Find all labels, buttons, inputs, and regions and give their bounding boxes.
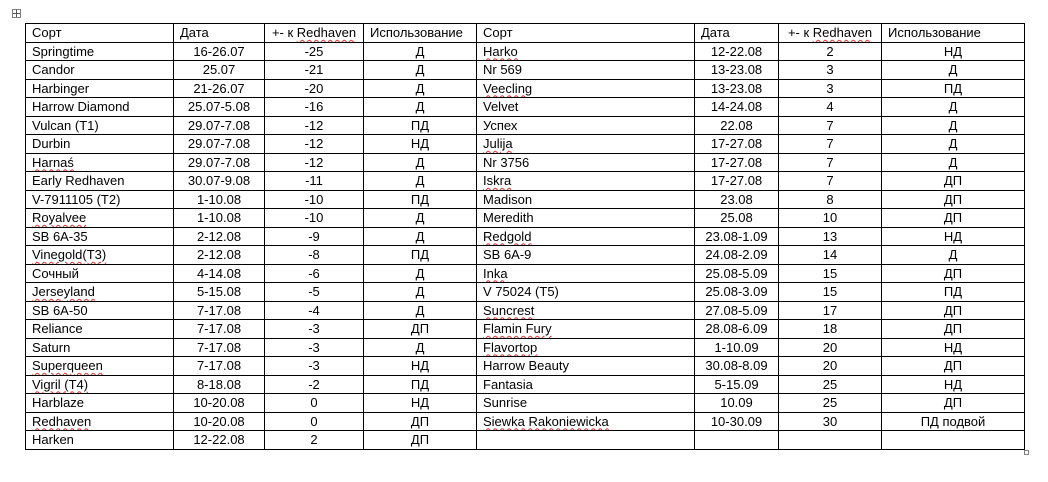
table-row bbox=[26, 42, 1025, 61]
ripening-date: 13-23.08 bbox=[695, 79, 779, 98]
variety-name: Madison bbox=[477, 190, 695, 209]
header-sort-right: Сорт bbox=[477, 24, 695, 43]
usage: ДП bbox=[364, 431, 477, 450]
table-row bbox=[26, 61, 1025, 80]
usage: ДП bbox=[882, 357, 1025, 376]
header-date-left: Дата bbox=[174, 24, 265, 43]
days-vs-redhaven: 7 bbox=[779, 153, 882, 172]
days-vs-redhaven: -3 bbox=[265, 320, 364, 339]
variety-name: Inka bbox=[477, 264, 695, 283]
ripening-date: 29.07-7.08 bbox=[174, 153, 265, 172]
usage: Д bbox=[364, 301, 477, 320]
variety-name bbox=[477, 431, 695, 450]
days-vs-redhaven: -2 bbox=[265, 375, 364, 394]
usage: ПД подвой bbox=[882, 412, 1025, 431]
usage: Д bbox=[364, 227, 477, 246]
usage: Д bbox=[882, 116, 1025, 135]
variety-name: Harrow Beauty bbox=[477, 357, 695, 376]
usage: ПД bbox=[882, 79, 1025, 98]
days-vs-redhaven: 18 bbox=[779, 320, 882, 339]
days-vs-redhaven: 7 bbox=[779, 172, 882, 191]
usage: ДП bbox=[882, 209, 1025, 228]
table-row bbox=[26, 412, 1025, 431]
usage: Д bbox=[882, 246, 1025, 265]
header-sort-left: Сорт bbox=[26, 24, 174, 43]
ripening-date: 5-15.08 bbox=[174, 283, 265, 302]
ripening-date: 23.08-1.09 bbox=[695, 227, 779, 246]
usage: НД bbox=[882, 338, 1025, 357]
variety-name: Redhaven bbox=[26, 412, 174, 431]
days-vs-redhaven: 0 bbox=[265, 412, 364, 431]
days-vs-redhaven: 3 bbox=[779, 61, 882, 80]
usage: НД bbox=[882, 375, 1025, 394]
variety-name: Harnaś bbox=[26, 153, 174, 172]
ripening-date: 16-26.07 bbox=[174, 42, 265, 61]
ripening-date: 17-27.08 bbox=[695, 153, 779, 172]
variety-name: Sunrise bbox=[477, 394, 695, 413]
days-vs-redhaven: 20 bbox=[779, 357, 882, 376]
ripening-date: 10-20.08 bbox=[174, 412, 265, 431]
table-row bbox=[26, 338, 1025, 357]
table-row bbox=[26, 246, 1025, 265]
variety-name: Superqueen bbox=[26, 357, 174, 376]
variety-name: Royalvee bbox=[26, 209, 174, 228]
table-row bbox=[26, 190, 1025, 209]
usage: Д bbox=[364, 172, 477, 191]
days-vs-redhaven: 15 bbox=[779, 283, 882, 302]
ripening-date: 24.08-2.09 bbox=[695, 246, 779, 265]
usage: Д bbox=[364, 42, 477, 61]
variety-name: Harblaze bbox=[26, 394, 174, 413]
variety-name: Сочный bbox=[26, 264, 174, 283]
days-vs-redhaven: 10 bbox=[779, 209, 882, 228]
days-vs-redhaven: -21 bbox=[265, 61, 364, 80]
table-row bbox=[26, 209, 1025, 228]
ripening-date: 28.08-6.09 bbox=[695, 320, 779, 339]
usage: ПД bbox=[364, 246, 477, 265]
variety-name: Vinegold(T3) bbox=[26, 246, 174, 265]
usage: ДП bbox=[364, 412, 477, 431]
variety-name: Nr 569 bbox=[477, 61, 695, 80]
header-date-right: Дата bbox=[695, 24, 779, 43]
ripening-date: 30.07-9.08 bbox=[174, 172, 265, 191]
table-row bbox=[26, 264, 1025, 283]
ripening-date: 10-30.09 bbox=[695, 412, 779, 431]
table-row bbox=[26, 301, 1025, 320]
ripening-date: 12-22.08 bbox=[174, 431, 265, 450]
ripening-date: 7-17.08 bbox=[174, 338, 265, 357]
days-vs-redhaven: -12 bbox=[265, 153, 364, 172]
table-row bbox=[26, 98, 1025, 117]
variety-name: Jerseyland bbox=[26, 283, 174, 302]
table-row bbox=[26, 153, 1025, 172]
variety-name: Saturn bbox=[26, 338, 174, 357]
days-vs-redhaven: -5 bbox=[265, 283, 364, 302]
variety-name: Julija bbox=[477, 135, 695, 154]
header-diff-right: +- к Redhaven bbox=[779, 24, 882, 43]
ripening-date: 13-23.08 bbox=[695, 61, 779, 80]
variety-name: Iskra bbox=[477, 172, 695, 191]
variety-name: Успех bbox=[477, 116, 695, 135]
variety-name: Velvet bbox=[477, 98, 695, 117]
ripening-date: 29.07-7.08 bbox=[174, 116, 265, 135]
days-vs-redhaven: -16 bbox=[265, 98, 364, 117]
usage: НД bbox=[882, 227, 1025, 246]
days-vs-redhaven: 30 bbox=[779, 412, 882, 431]
days-vs-redhaven: 8 bbox=[779, 190, 882, 209]
days-vs-redhaven: 15 bbox=[779, 264, 882, 283]
usage: НД bbox=[364, 394, 477, 413]
table-row bbox=[26, 394, 1025, 413]
days-vs-redhaven: -12 bbox=[265, 116, 364, 135]
table-resize-handle-icon[interactable] bbox=[1024, 450, 1029, 455]
ripening-date: 25.07 bbox=[174, 61, 265, 80]
usage: ДП bbox=[364, 320, 477, 339]
ripening-date: 2-12.08 bbox=[174, 227, 265, 246]
days-vs-redhaven: 14 bbox=[779, 246, 882, 265]
days-vs-redhaven: -25 bbox=[265, 42, 364, 61]
usage: Д bbox=[882, 135, 1025, 154]
usage bbox=[882, 431, 1025, 450]
ripening-date: 25.08-5.09 bbox=[695, 264, 779, 283]
variety-name: SB 6A-35 bbox=[26, 227, 174, 246]
days-vs-redhaven: 7 bbox=[779, 116, 882, 135]
days-vs-redhaven: -10 bbox=[265, 190, 364, 209]
variety-name: Suncrest bbox=[477, 301, 695, 320]
variety-name: Siewka Rakoniewicka bbox=[477, 412, 695, 431]
variety-name: Fantasia bbox=[477, 375, 695, 394]
days-vs-redhaven: 25 bbox=[779, 394, 882, 413]
ripening-date: 12-22.08 bbox=[695, 42, 779, 61]
table-row bbox=[26, 375, 1025, 394]
variety-name: Reliance bbox=[26, 320, 174, 339]
table-row bbox=[26, 79, 1025, 98]
usage: НД bbox=[364, 135, 477, 154]
variety-name: Vulcan (T1) bbox=[26, 116, 174, 135]
table-row bbox=[26, 431, 1025, 450]
table-row bbox=[26, 227, 1025, 246]
variety-name: Harko bbox=[477, 42, 695, 61]
usage: ДП bbox=[882, 394, 1025, 413]
usage: НД bbox=[882, 42, 1025, 61]
usage: Д bbox=[364, 61, 477, 80]
variety-name: Nr 3756 bbox=[477, 153, 695, 172]
variety-name: Flamin Fury bbox=[477, 320, 695, 339]
ripening-date: 17-27.08 bbox=[695, 172, 779, 191]
ripening-date: 7-17.08 bbox=[174, 357, 265, 376]
usage: ДП bbox=[882, 190, 1025, 209]
ripening-date: 29.07-7.08 bbox=[174, 135, 265, 154]
table-move-handle-icon[interactable] bbox=[12, 9, 21, 18]
variety-name: Vigril (T4) bbox=[26, 375, 174, 394]
days-vs-redhaven: -9 bbox=[265, 227, 364, 246]
ripening-date: 1-10.08 bbox=[174, 209, 265, 228]
days-vs-redhaven: -4 bbox=[265, 301, 364, 320]
usage: Д bbox=[364, 79, 477, 98]
variety-name: SB 6A-9 bbox=[477, 246, 695, 265]
days-vs-redhaven: -3 bbox=[265, 357, 364, 376]
variety-name: Meredith bbox=[477, 209, 695, 228]
days-vs-redhaven: -6 bbox=[265, 264, 364, 283]
usage: ДП bbox=[882, 264, 1025, 283]
days-vs-redhaven: 3 bbox=[779, 79, 882, 98]
ripening-date: 25.07-5.08 bbox=[174, 98, 265, 117]
usage: Д bbox=[364, 264, 477, 283]
ripening-date: 8-18.08 bbox=[174, 375, 265, 394]
variety-name: Veecling bbox=[477, 79, 695, 98]
header-use-right: Использование bbox=[882, 24, 1025, 43]
header-row bbox=[26, 24, 1025, 43]
days-vs-redhaven: -10 bbox=[265, 209, 364, 228]
ripening-date: 25.08 bbox=[695, 209, 779, 228]
days-vs-redhaven: -20 bbox=[265, 79, 364, 98]
variety-name: Harrow Diamond bbox=[26, 98, 174, 117]
days-vs-redhaven: 0 bbox=[265, 394, 364, 413]
days-vs-redhaven: 4 bbox=[779, 98, 882, 117]
table-row bbox=[26, 172, 1025, 191]
ripening-date: 25.08-3.09 bbox=[695, 283, 779, 302]
ripening-date: 10-20.08 bbox=[174, 394, 265, 413]
ripening-date: 22.08 bbox=[695, 116, 779, 135]
variety-name: SB 6A-50 bbox=[26, 301, 174, 320]
ripening-date: 23.08 bbox=[695, 190, 779, 209]
ripening-date: 21-26.07 bbox=[174, 79, 265, 98]
usage: ПД bbox=[882, 283, 1025, 302]
days-vs-redhaven bbox=[779, 431, 882, 450]
ripening-date: 1-10.09 bbox=[695, 338, 779, 357]
ripening-date: 1-10.08 bbox=[174, 190, 265, 209]
ripening-date: 5-15.09 bbox=[695, 375, 779, 394]
header-diff-left: +- к Redhaven bbox=[265, 24, 364, 43]
days-vs-redhaven: 13 bbox=[779, 227, 882, 246]
days-vs-redhaven: 2 bbox=[779, 42, 882, 61]
days-vs-redhaven: -3 bbox=[265, 338, 364, 357]
usage: Д bbox=[364, 98, 477, 117]
ripening-date: 27.08-5.09 bbox=[695, 301, 779, 320]
table-row bbox=[26, 357, 1025, 376]
usage: ПД bbox=[364, 190, 477, 209]
usage: НД bbox=[364, 357, 477, 376]
usage: Д bbox=[364, 283, 477, 302]
usage: Д bbox=[882, 61, 1025, 80]
variety-name: V 75024 (T5) bbox=[477, 283, 695, 302]
usage: Д bbox=[364, 153, 477, 172]
usage: ДП bbox=[882, 320, 1025, 339]
days-vs-redhaven: 17 bbox=[779, 301, 882, 320]
variety-name: V-7911105 (T2) bbox=[26, 190, 174, 209]
usage: Д bbox=[364, 209, 477, 228]
table-row bbox=[26, 320, 1025, 339]
table-row bbox=[26, 283, 1025, 302]
usage: ПД bbox=[364, 116, 477, 135]
days-vs-redhaven: 25 bbox=[779, 375, 882, 394]
table-row bbox=[26, 135, 1025, 154]
variety-name: Springtime bbox=[26, 42, 174, 61]
days-vs-redhaven: -12 bbox=[265, 135, 364, 154]
ripening-date bbox=[695, 431, 779, 450]
ripening-date: 14-24.08 bbox=[695, 98, 779, 117]
ripening-date: 10.09 bbox=[695, 394, 779, 413]
usage: Д bbox=[364, 338, 477, 357]
ripening-date: 4-14.08 bbox=[174, 264, 265, 283]
variety-name: Harken bbox=[26, 431, 174, 450]
usage: ДП bbox=[882, 172, 1025, 191]
usage: ДП bbox=[882, 301, 1025, 320]
ripening-date: 7-17.08 bbox=[174, 320, 265, 339]
ripening-date: 7-17.08 bbox=[174, 301, 265, 320]
variety-name: Early Redhaven bbox=[26, 172, 174, 191]
days-vs-redhaven: -8 bbox=[265, 246, 364, 265]
days-vs-redhaven: 2 bbox=[265, 431, 364, 450]
days-vs-redhaven: -11 bbox=[265, 172, 364, 191]
table-row bbox=[26, 116, 1025, 135]
days-vs-redhaven: 7 bbox=[779, 135, 882, 154]
variety-name: Flavortop bbox=[477, 338, 695, 357]
usage: Д bbox=[882, 153, 1025, 172]
header-use-left: Использование bbox=[364, 24, 477, 43]
variety-name: Durbin bbox=[26, 135, 174, 154]
variety-name: Redgold bbox=[477, 227, 695, 246]
variety-name: Harbinger bbox=[26, 79, 174, 98]
usage: ПД bbox=[364, 375, 477, 394]
days-vs-redhaven: 20 bbox=[779, 338, 882, 357]
ripening-date: 17-27.08 bbox=[695, 135, 779, 154]
variety-name: Candor bbox=[26, 61, 174, 80]
varieties-table bbox=[25, 23, 1025, 450]
usage: Д bbox=[882, 98, 1025, 117]
ripening-date: 30.08-8.09 bbox=[695, 357, 779, 376]
ripening-date: 2-12.08 bbox=[174, 246, 265, 265]
